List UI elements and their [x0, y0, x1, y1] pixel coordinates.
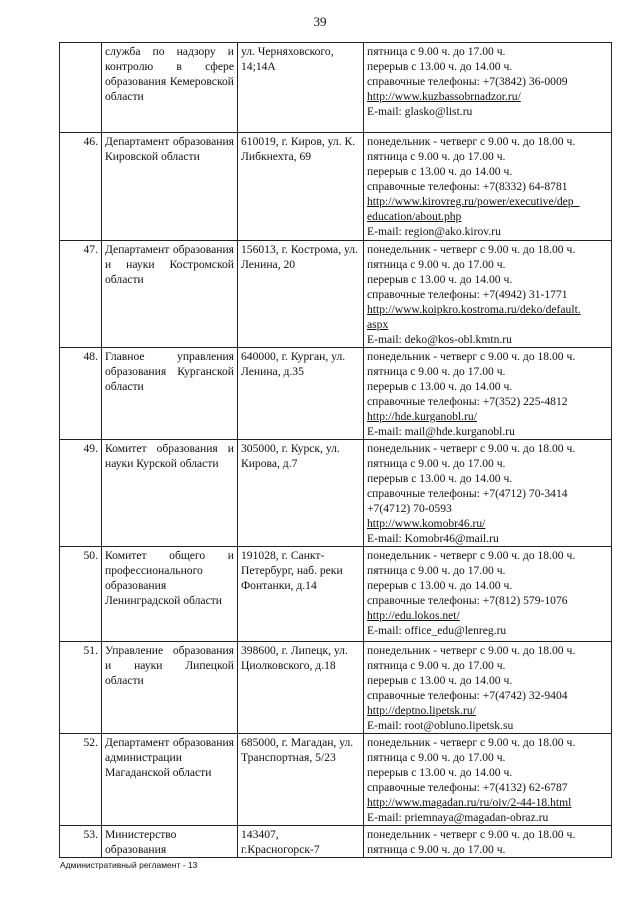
table-row [60, 43, 612, 133]
break-line: перерыв с 13.00 ч. до 14.00 ч. [367, 766, 513, 779]
authority-name: Комитет общего и профессионального образования Ленинградской области [102, 547, 238, 642]
schedule-line: пятница с 9.00 ч. до 17.00 ч. [367, 150, 506, 163]
authority-name: Главное управления образования Курганской области [102, 348, 238, 440]
website-link[interactable]: education/about.php [367, 210, 462, 223]
authority-name: служба по надзору и контролю в сфере образования Кемеровской области [102, 43, 238, 133]
schedule-line: пятница с 9.00 ч. до 17.00 ч. [367, 659, 506, 672]
authority-name: Департамент образования администрации Магаданской области [102, 734, 238, 826]
website-link[interactable]: http://www.kirovreg.ru/power/executive/dep_ [367, 195, 580, 208]
email-line: E-mail: root@obluno.lipetsk.su [367, 719, 514, 732]
schedule-line: понедельник - четверг с 9.00 ч. до 18.00 ч. [367, 828, 576, 841]
email-line: E-mail: priemnaya@magadan-obraz.ru [367, 811, 549, 824]
schedule-line: пятница с 9.00 ч. до 17.00 ч. [367, 365, 506, 378]
website-link[interactable]: http://www.koipkro.kostroma.ru/deko/default. [367, 303, 581, 316]
break-line: перерыв с 13.00 ч. до 14.00 ч. [367, 380, 513, 393]
email-line: E-mail: office_edu@lenreg.ru [367, 624, 507, 637]
phone-line: справочные телефоны: +7(8332) 64-8781 [367, 180, 568, 193]
break-line: перерыв с 13.00 ч. до 14.00 ч. [367, 674, 513, 687]
schedule-line: понедельник - четверг с 9.00 ч. до 18.00 ч. [367, 135, 576, 148]
phone-line: справочные телефоны: +7(812) 579-1076 [367, 594, 568, 607]
schedule-line: понедельник - четверг с 9.00 ч. до 18.00 ч. [367, 350, 576, 363]
authority-address: 685000, г. Магадан, ул. Транспортная, 5/23 [238, 734, 364, 826]
phone-line: справочные телефоны: +7(352) 225-4812 [367, 395, 568, 408]
phone-line: справочные телефоны: +7(4132) 62-6787 [367, 781, 568, 794]
website-link[interactable]: http://www.komobr46.ru/ [367, 517, 486, 530]
authority-address: 191028, г. Санкт-Петербург, наб. реки Фонтанки, д.14 [238, 547, 364, 642]
website-link[interactable]: http://edu.lokos.net/ [367, 609, 460, 622]
break-line: перерыв с 13.00 ч. до 14.00 ч. [367, 472, 513, 485]
row-number: 48. [60, 348, 102, 440]
email-line: E-mail: glasko@list.ru [367, 105, 473, 118]
page-footer: Административный регламент - 13 [60, 860, 198, 870]
education-authorities-table [59, 42, 612, 858]
contact-info [364, 734, 612, 826]
website-link[interactable]: http://hde.kurganobl.ru/ [367, 410, 477, 423]
email-line: E-mail: deko@kos-obl.kmtn.ru [367, 333, 512, 346]
contact-info [364, 440, 612, 547]
contact-info [364, 348, 612, 440]
table-row [60, 734, 612, 826]
schedule-line: понедельник - четверг с 9.00 ч. до 18.00 ч. [367, 442, 576, 455]
authority-address: 640000, г. Курган, ул. Ленина, д.35 [238, 348, 364, 440]
break-line: перерыв с 13.00 ч. до 14.00 ч. [367, 273, 513, 286]
phone-line: +7(4712) 70-0593 [367, 502, 452, 515]
schedule-line: понедельник - четверг с 9.00 ч. до 18.00 ч. [367, 644, 576, 657]
authority-name: Департамент образования Кировской области [102, 133, 238, 241]
authority-address: 143407, г.Красногорск-7 [238, 826, 364, 858]
break-line: перерыв с 13.00 ч. до 14.00 ч. [367, 579, 513, 592]
schedule-line: пятница с 9.00 ч. до 17.00 ч. [367, 258, 506, 271]
schedule-line: пятница с 9.00 ч. до 17.00 ч. [367, 45, 506, 58]
contact-info [364, 43, 612, 133]
row-number: 53. [60, 826, 102, 858]
email-line: E-mail: mail@hde.kurganobl.ru [367, 425, 515, 438]
break-line: перерыв с 13.00 ч. до 14.00 ч. [367, 165, 513, 178]
row-number: 47. [60, 241, 102, 348]
authority-name: Управление образования и науки Липецкой области [102, 642, 238, 734]
website-link[interactable]: aspx [367, 318, 389, 331]
schedule-line: понедельник - четверг с 9.00 ч. до 18.00 ч. [367, 549, 576, 562]
email-line: E-mail: region@ako.kirov.ru [367, 225, 501, 238]
row-number: 49. [60, 440, 102, 547]
table-body [60, 43, 612, 858]
phone-line: справочные телефоны: +7(4712) 70-3414 [367, 487, 568, 500]
website-link[interactable]: http://www.magadan.ru/ru/oiv/2-44-18.html [367, 796, 572, 809]
authority-address: 398600, г. Липецк, ул. Циолковского, д.18 [238, 642, 364, 734]
row-number: 51. [60, 642, 102, 734]
break-line: перерыв с 13.00 ч. до 14.00 ч. [367, 60, 513, 73]
table-row [60, 547, 612, 642]
email-line: E-mail: Komobr46@mail.ru [367, 532, 499, 545]
row-number [60, 43, 102, 133]
phone-line: справочные телефоны: +7(4942) 31-1771 [367, 288, 568, 301]
table-row [60, 440, 612, 547]
schedule-line: пятница с 9.00 ч. до 17.00 ч. [367, 564, 506, 577]
authority-name: Департамент образования и науки Костромской области [102, 241, 238, 348]
phone-line: справочные телефоны: +7(4742) 32-9404 [367, 689, 568, 702]
authority-name: Министерство образования [102, 826, 238, 858]
schedule-line: пятница с 9.00 ч. до 17.00 ч. [367, 457, 506, 470]
table-row [60, 133, 612, 241]
row-number: 52. [60, 734, 102, 826]
authority-name: Комитет образования и науки Курской области [102, 440, 238, 547]
schedule-line: пятница с 9.00 ч. до 17.00 ч. [367, 751, 506, 764]
page-number: 39 [313, 14, 327, 29]
row-number: 46. [60, 133, 102, 241]
table-row [60, 348, 612, 440]
schedule-line: понедельник - четверг с 9.00 ч. до 18.00 ч. [367, 243, 576, 256]
contact-info [364, 642, 612, 734]
contact-info [364, 547, 612, 642]
authority-address: 156013, г. Кострома, ул. Ленина, 20 [238, 241, 364, 348]
authority-address: 305000, г. Курск, ул. Кирова, д.7 [238, 440, 364, 547]
table-row [60, 826, 612, 858]
table-row [60, 642, 612, 734]
row-number: 50. [60, 547, 102, 642]
authority-address: 610019, г. Киров, ул. К. Либкнехта, 69 [238, 133, 364, 241]
website-link[interactable]: http://www.kuzbassobrnadzor.ru/ [367, 90, 521, 103]
website-link[interactable]: http://deptno.lipetsk.ru/ [367, 704, 476, 717]
contact-info [364, 133, 612, 241]
contact-info [364, 826, 612, 858]
phone-line: справочные телефоны: +7(3842) 36-0009 [367, 75, 568, 88]
schedule-line: понедельник - четверг с 9.00 ч. до 18.00 ч. [367, 736, 576, 749]
contact-info [364, 241, 612, 348]
schedule-line: пятница с 9.00 ч. до 17.00 ч. [367, 843, 506, 856]
table-row [60, 241, 612, 348]
authority-address: ул. Черняховского, 14;14А [238, 43, 364, 133]
